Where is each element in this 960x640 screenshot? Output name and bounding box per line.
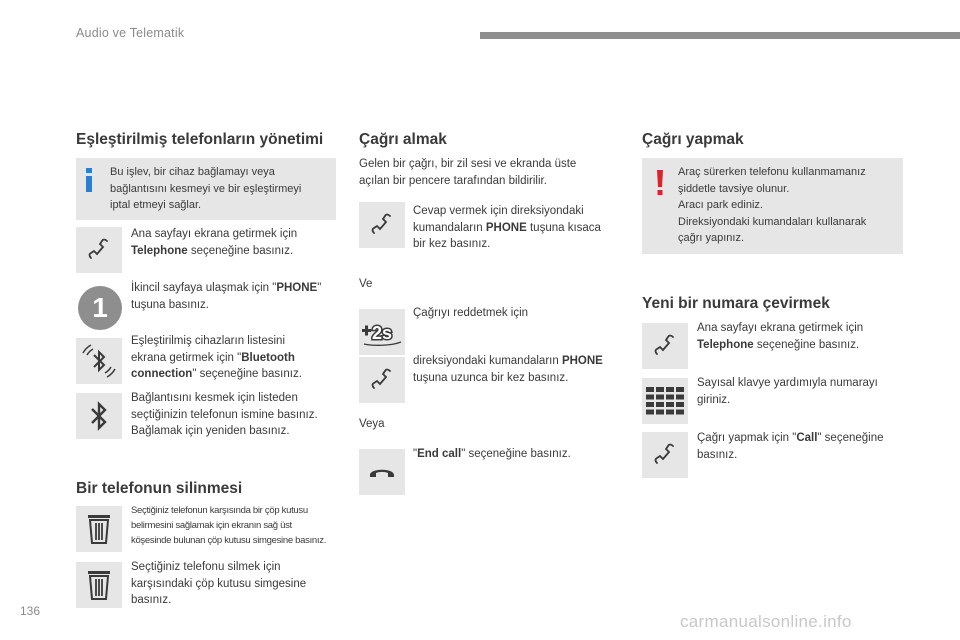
step-end-call: "End call" seçeneğine basınız. bbox=[413, 448, 571, 460]
warning-icon bbox=[656, 170, 664, 196]
reject-label: Çağrıyı reddetmek için bbox=[413, 307, 529, 319]
phone-icon-box-dial bbox=[642, 323, 688, 369]
phone-icon bbox=[651, 332, 679, 360]
phone-icon-box-answer bbox=[359, 202, 405, 248]
bluetooth-connection-icon-box bbox=[76, 338, 122, 384]
bluetooth-icon-box bbox=[76, 393, 122, 439]
step-disconnect: Bağlantısını kesmek için listeden seçtiğinizin telefonun ismine basınız. Bağlamak için yeniden basınız. bbox=[131, 392, 318, 437]
section-heading-delete-phone: Bir telefonun silinmesi bbox=[76, 480, 243, 497]
step-phone-key: İkincil sayfaya ulaşmak için "PHONE" tuşuna basınız. bbox=[131, 282, 322, 311]
trash-icon-box-1 bbox=[76, 506, 122, 552]
step-delete-phone: Seçtiğiniz telefonu silmek için karşısındaki çöp kutusu simgesine basınız. bbox=[131, 561, 307, 606]
section-heading-make-call: Çağrı yapmak bbox=[642, 131, 744, 148]
page-number: 136 bbox=[20, 604, 41, 618]
trash-icon bbox=[85, 513, 113, 545]
long-press-icon-box bbox=[359, 309, 405, 355]
phone-icon bbox=[368, 366, 396, 394]
keypad-icon bbox=[646, 387, 684, 415]
step-trash-appear: Seçtiğiniz telefonun karşısında bir çöp kutusu belirmesini sağlamak için ekranın sağ üst köşesinde bulunan çöp kutusu simgesine basınız. bbox=[131, 505, 327, 546]
header-title: Audio ve Telematik bbox=[76, 26, 185, 40]
step-bluetooth: Eşleştirilmiş cihazların listesini ekrana getirmek için "Bluetooth connection" seçeneğine basınız. bbox=[131, 335, 302, 380]
section-heading-receive-call: Çağrı almak bbox=[359, 131, 447, 148]
phone-icon bbox=[651, 441, 679, 469]
trash-icon bbox=[85, 569, 113, 601]
info-box bbox=[76, 158, 336, 220]
watermark: carmanualsonline.info bbox=[680, 612, 852, 631]
phone-icon bbox=[368, 211, 396, 239]
hang-up-icon bbox=[367, 462, 397, 482]
warning-text: Araç sürerken telefonu kullanmamanız şiddetle tavsiye olunur. Aracı park ediniz. Direksiyondaki kumandaları kullanarak çağrı yapınız. bbox=[678, 166, 867, 244]
phone-icon bbox=[85, 236, 113, 264]
trash-icon-box-2 bbox=[76, 562, 122, 608]
bluetooth-connection-icon bbox=[79, 341, 119, 381]
info-text: Bu işlev, bir cihaz bağlamayı veya bağlantısını kesmeyi ve bir eşleştirmeyi iptal etmeyi sağlar. bbox=[110, 166, 302, 211]
step-telephone-dial: Ana sayfayı ekrana getirmek için Telephone seçeneğine basınız. bbox=[697, 322, 864, 351]
end-call-icon-box bbox=[359, 449, 405, 495]
bluetooth-icon bbox=[87, 400, 111, 432]
two-seconds-label: 2s bbox=[372, 323, 393, 343]
phone-icon-box-call bbox=[642, 432, 688, 478]
step-telephone: Ana sayfayı ekrana getirmek için Telephone seçeneğine basınız. bbox=[131, 228, 298, 257]
phone-icon-box bbox=[76, 227, 122, 273]
info-icon bbox=[84, 168, 94, 192]
long-press-2s-icon bbox=[361, 317, 403, 347]
step-reject: direksiyondaki kumandaların PHONE tuşuna uzunca bir kez basınız. bbox=[413, 355, 603, 384]
keypad-icon-box bbox=[642, 378, 688, 424]
phone-icon-box-reject bbox=[359, 357, 405, 403]
step-enter-number: Sayısal klavye yardımıyla numarayı giriniz. bbox=[697, 377, 878, 406]
section-heading-dial-number: Yeni bir numara çevirmek bbox=[642, 295, 830, 312]
step-call: Çağrı yapmak için "Call" seçeneğine basınız. bbox=[697, 432, 884, 461]
receive-intro: Gelen bir çağrı, bir zil sesi ve ekranda üste açılan bir pencere tarafından bildirilir. bbox=[359, 158, 577, 187]
or-label: Veya bbox=[359, 418, 385, 430]
warning-box bbox=[642, 158, 903, 254]
section-heading-paired-phones: Eşleştirilmiş telefonların yönetimi bbox=[76, 131, 324, 148]
and-label: Ve bbox=[359, 278, 373, 290]
chapter-badge: 1 bbox=[78, 286, 122, 330]
step-answer: Cevap vermek için direksiyondaki kumandaların PHONE tuşuna kısaca bir kez basınız. bbox=[413, 205, 601, 250]
header-bar bbox=[480, 32, 960, 39]
